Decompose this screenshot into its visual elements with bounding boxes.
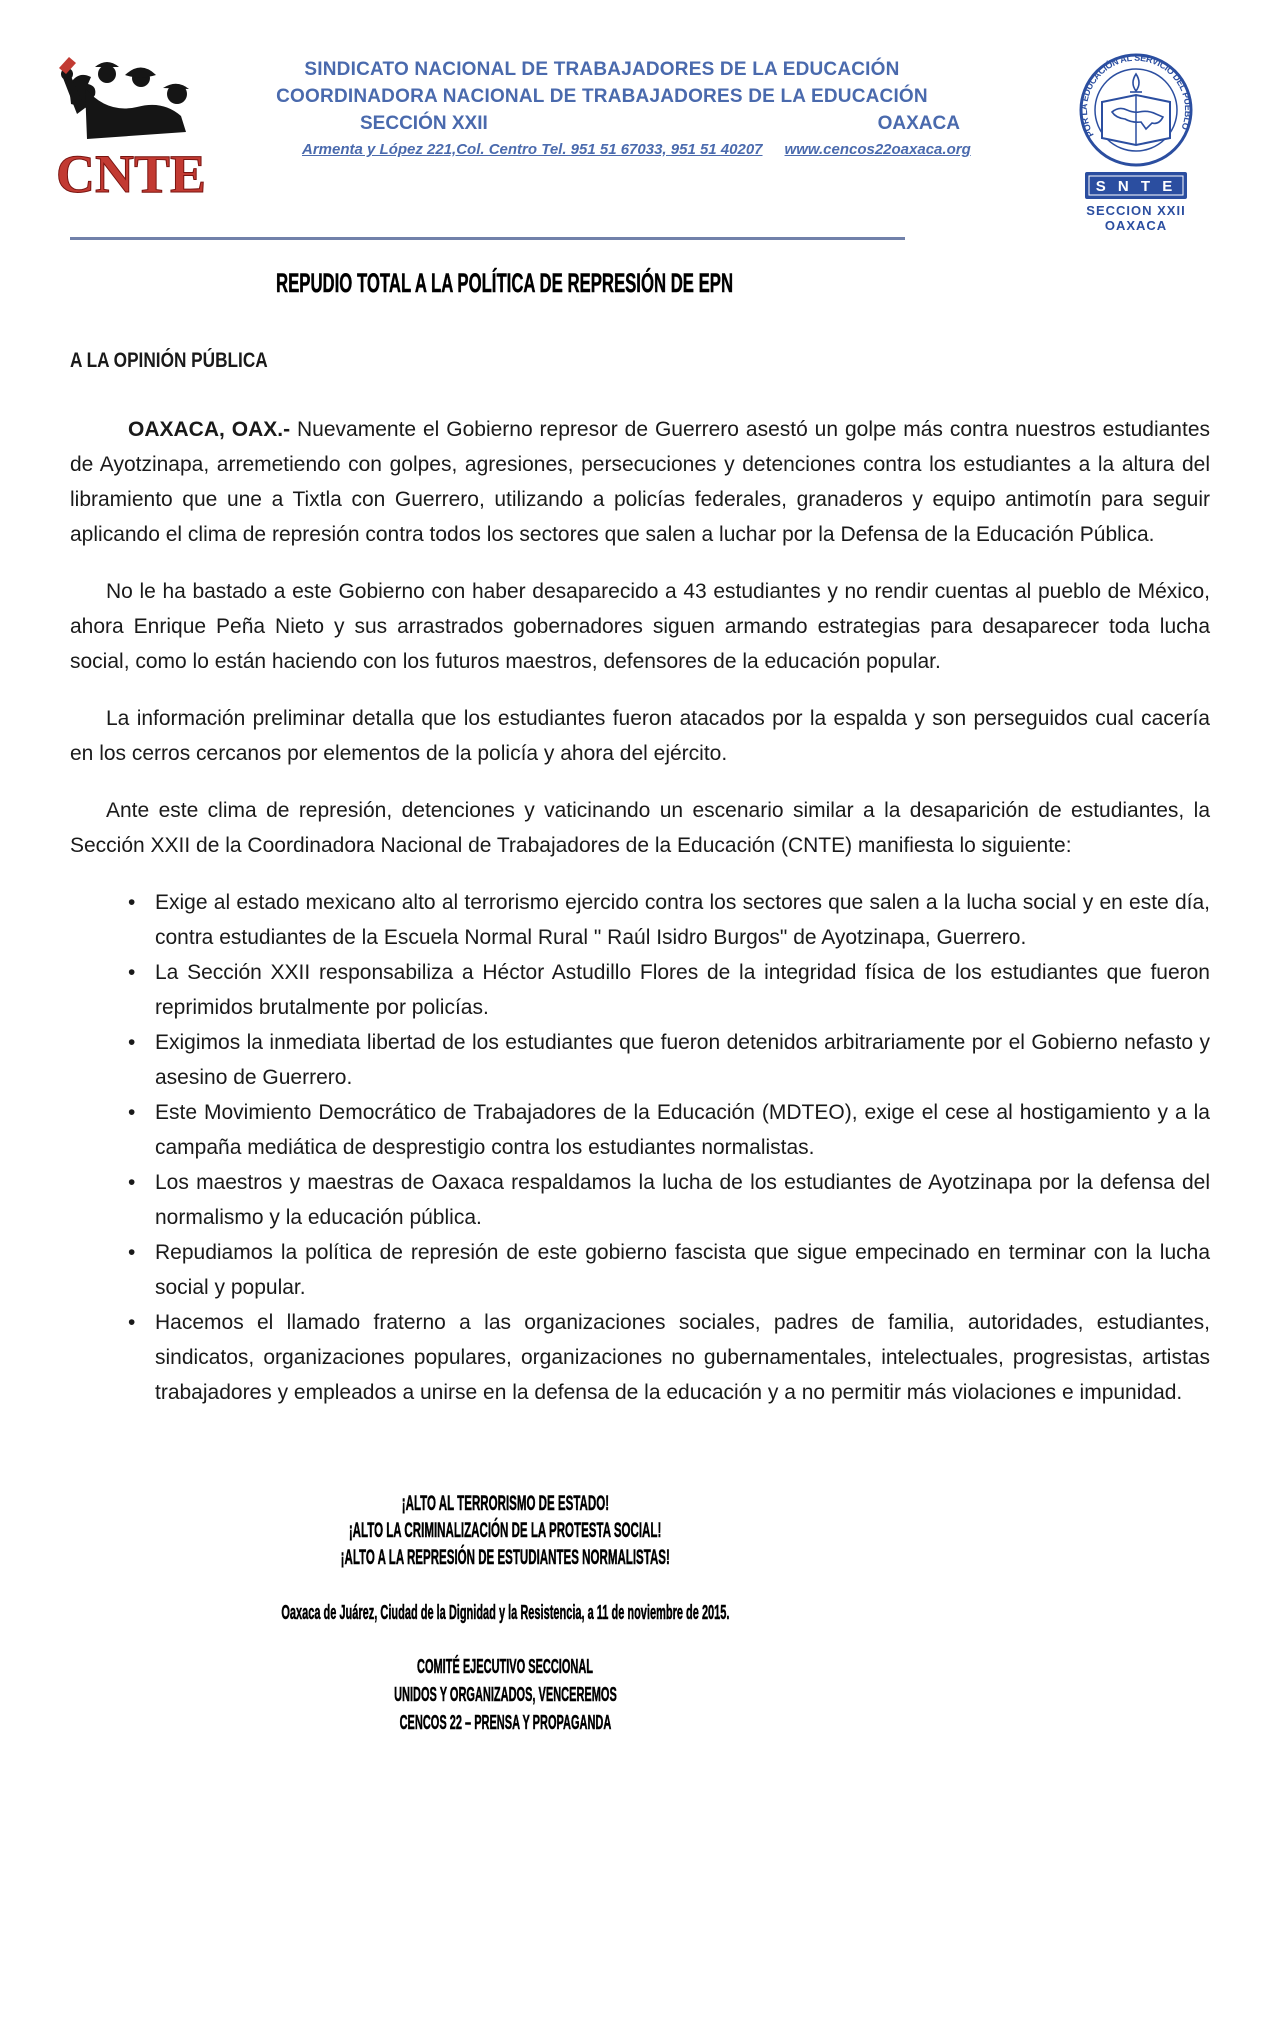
dateline: Oaxaca de Juárez, Ciudad de la Dignidad y la Resistencia, a 11 de noviembre de 2015. [280,1602,730,1624]
list-item: • Este Movimiento Democrático de Trabajadores de la Educación (MDTEO), exige el cese al hostigamiento y a la campaña mediática de desprestigio contra los estudiantes normalistas. [70,1095,1210,1165]
paragraph [70,793,1210,863]
paragraph [70,574,1210,679]
list-item: • Los maestros y maestras de Oaxaca respaldamos la lucha de los estudiantes de Ayotzinapa por la defensa del normalismo y la educación pública. [70,1165,1210,1235]
snte-state-label: OAXACA [1104,218,1168,233]
letterhead-text [238,56,971,163]
header-divider [70,237,905,240]
demands-list [70,885,1210,1410]
paragraph-text: Ante este clima de represión, detenciones y vaticinando un escenario similar a la desaparición de estudiantes, la Sección XXII de la Coordinadora Nacional de Trabajadores de la Educación (CNTE) manifiesta lo siguiente: [70,799,1210,857]
salutation: A LA OPINIÓN PÚBLICA [70,349,268,372]
signature-line: CENCOS 22 – PRENSA Y PROPAGANDA [399,1712,611,1734]
paragraph-text: No le ha bastado a este Gobierno con haber desaparecido a 43 estudiantes y no rendir cuentas al pueblo de México, ahora Enrique Peña Nieto y sus arrastrados gobernadores siguen armando estrategias para desaparecer toda lucha social, como lo están haciendo con los futuros maestros, defensores de la educación popular. [70,580,1210,673]
state-label: OAXACA [877,113,960,134]
cnte-logo-icon [45,52,217,200]
slogan-line: ¡ALTO A LA REPRESIÓN DE ESTUDIANTES NORMALISTAS! [340,1546,670,1569]
list-item: • Hacemos el llamado fraterno a las organizaciones sociales, padres de familia, autoridades, estudiantes, sindicatos, organizaciones populares, organizaciones no gubernamentales, intelectuales, progresistas, artistas trabajadores y empleados a unirse en la defensa de la educación y a no permitir más violaciones e impunidad. [70,1305,1210,1410]
snte-ring-text: POR LA EDUCACIÓN AL SERVICIO DEL PUEBLO [1078,52,1194,139]
page-title: REPUDIO TOTAL A LA POLÍTICA DE REPRESIÓN DE EPN [276,268,734,298]
address-text: Armenta y López 221,Col. Centro Tel. 951 51 67033, 951 51 40207 [302,141,763,158]
paragraph [70,701,1210,771]
list-item: • Exigimos la inmediata libertad de los estudiantes que fueron detenidos arbitrariamente por el Gobierno nefasto y asesino de Guerrero. [70,1025,1210,1095]
snte-acronym: S N T E [1095,178,1177,195]
document-body [0,268,1275,1737]
paragraph-lead: OAXACA, OAX.- [128,418,291,441]
paragraph-text: Nuevamente el Gobierno represor de Guerrero asestó un golpe más contra nuestros estudiantes de Ayotzinapa, arremetiendo con golpes, agresiones, persecuciones y detenciones contra los estudiantes a la altura del libramiento que une a Tixtla con Guerrero, utilizando a policías federales, granaderos y equipo antimotín para seguir aplicando el clima de represión contra todos los sectores que salen a luchar por la Defensa de la Educación Pública. [70,418,1210,546]
slogan-line: ¡ALTO LA CRIMINALIZACIÓN DE LA PROTESTA SOCIAL! [348,1519,662,1542]
org-name-line1: SINDICATO NACIONAL DE TRABAJADORES DE LA EDUCACIÓN [304,59,900,80]
section-label: SECCIÓN XXII [360,113,488,134]
paragraph-text: La información preliminar detalla que los estudiantes fueron atacados por la espalda y son perseguidos cual cacería en los cerros cercanos por elementos de la policía y ahora del ejército. [70,707,1210,765]
signature-line: COMITÉ EJECUTIVO SECCIONAL [416,1656,594,1678]
cnte-logo-text: CNTE [55,144,207,200]
snte-seal-icon [1072,48,1200,236]
signature-line: UNIDOS Y ORGANIZADOS, VENCEREMOS [393,1684,617,1706]
list-item: • Repudiamos la política de represión de este gobierno fascista que sigue empecinado en terminar con la lucha social y popular. [70,1235,1210,1305]
org-name-line2: COORDINADORA NACIONAL DE TRABAJADORES DE LA EDUCACIÓN [276,86,928,107]
signature-block [70,1653,940,1737]
letterhead [0,0,1275,240]
website-link[interactable]: www.cencos22oaxaca.org [784,141,971,158]
snte-section-label: SECCION XXII [1086,203,1186,218]
paragraph [70,412,1210,552]
slogans-block [70,1490,940,1571]
list-item: • La Sección XXII responsabiliza a Héctor Astudillo Flores de la integridad física de los estudiantes que fueron reprimidos brutalmente por policías. [70,955,1210,1025]
slogan-line: ¡ALTO AL TERRORISMO DE ESTADO! [401,1492,609,1515]
list-item: • Exige al estado mexicano alto al terrorismo ejercido contra los sectores que salen a la lucha social y en este día, contra estudiantes de la Escuela Normal Rural " Raúl Isidro Burgos" de Ayotzinapa, Guerrero. [70,885,1210,955]
